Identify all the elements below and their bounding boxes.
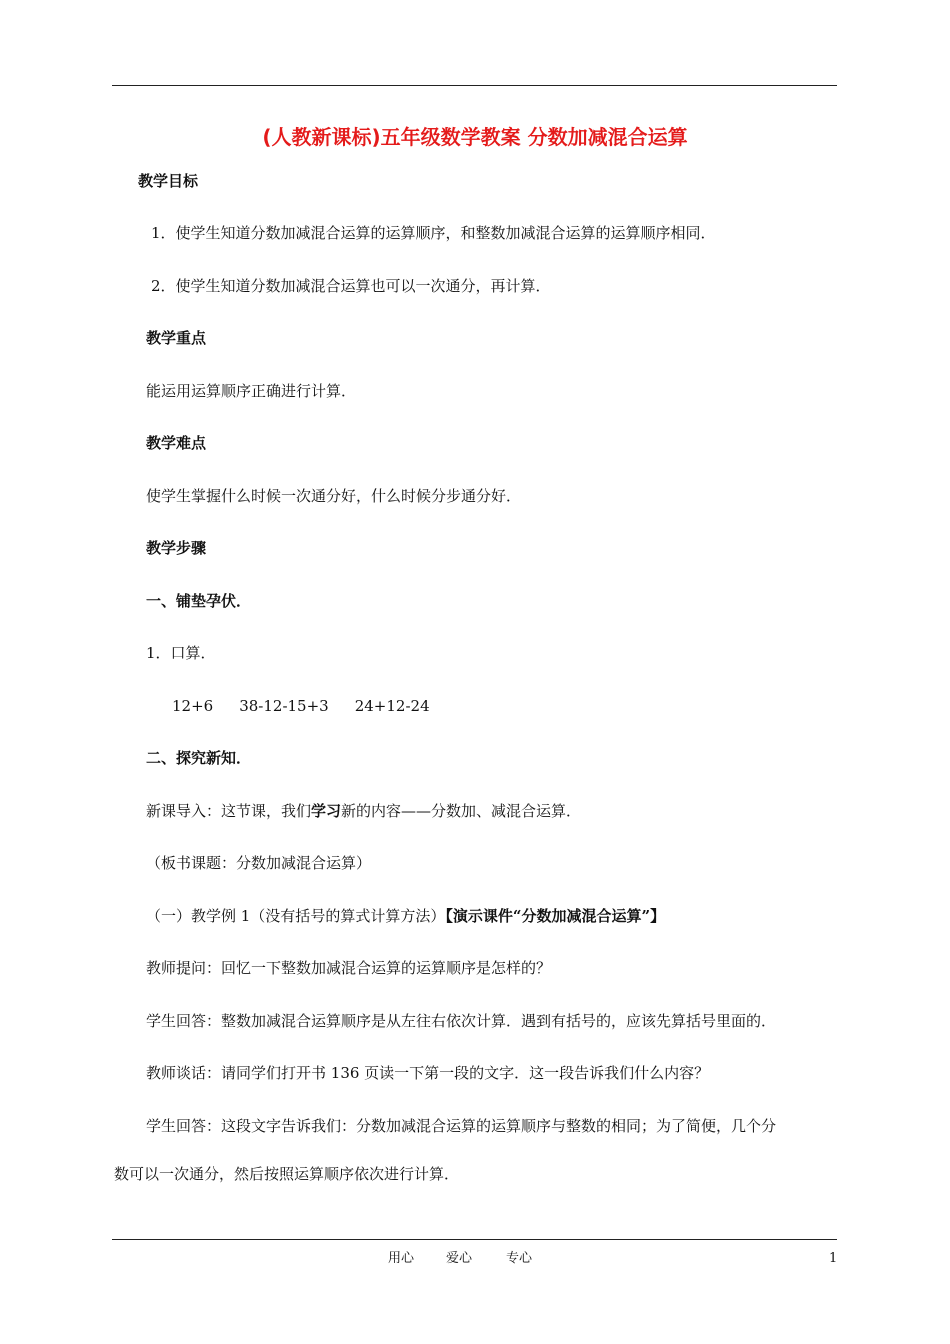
document-title: (人教新课标)五年级数学教案 分数加减混合运算 bbox=[262, 125, 688, 149]
intro-paragraph bbox=[146, 801, 581, 821]
oral-calc-item: 38-12-15+3 bbox=[239, 697, 329, 715]
footer-rule bbox=[112, 1239, 837, 1240]
intro-emphasis: 学习 bbox=[311, 802, 342, 820]
header-rule bbox=[112, 85, 837, 86]
footer-motto-1: 用心 bbox=[388, 1251, 415, 1266]
intro-prefix: 新课导入：这节课，我们 bbox=[146, 802, 312, 820]
oral-calc-item: 24+12-24 bbox=[354, 697, 430, 715]
teacher-question-1: 教师提问：回忆一下整数加减混合运算的运算顺序是怎样的？ bbox=[146, 959, 552, 977]
objective-1: 1．使学生知道分数加减混合运算的运算顺序，和整数加减混合运算的运算顺序相同． bbox=[151, 224, 716, 242]
key-point-heading: 教学重点 bbox=[146, 329, 207, 347]
board-title: （板书课题：分数加减混合运算） bbox=[146, 854, 372, 872]
student-answer-2-line-2: 数可以一次通分，然后按照运算顺序依次进行计算． bbox=[114, 1165, 460, 1183]
section-2-heading: 二、探究新知． bbox=[146, 749, 252, 767]
footer-motto-2: 爱心 bbox=[446, 1251, 473, 1266]
example-prefix: （一）教学例 1（没有括号的算式计算方法） bbox=[146, 907, 446, 925]
objectives-heading: 教学目标 bbox=[138, 172, 199, 190]
example-emphasis: 【演示课件“分数加减混合运算”】 bbox=[445, 907, 666, 925]
example-line bbox=[146, 906, 665, 926]
student-answer-2-line-1: 学生回答：这段文字告诉我们：分数加减混合运算的运算顺序与整数的相同；为了简便，几个分 bbox=[146, 1117, 777, 1135]
oral-calc-item: 12+6 bbox=[172, 697, 214, 715]
footer-motto-3: 专心 bbox=[506, 1251, 533, 1266]
steps-heading: 教学步骤 bbox=[146, 539, 207, 557]
teacher-question-2: 教师谈话：请同学们打开书 136 页读一下第一段的文字．这一段告诉我们什么内容？ bbox=[146, 1064, 710, 1082]
intro-suffix: 新的内容——分数加、减混合运算． bbox=[341, 802, 582, 820]
key-point-text: 能运用运算顺序正确进行计算． bbox=[146, 382, 357, 400]
difficulty-text: 使学生掌握什么时候一次通分好，什么时候分步通分好． bbox=[146, 487, 522, 505]
section-1-heading: 一、铺垫孕伏． bbox=[146, 592, 252, 610]
page-number: 1 bbox=[829, 1251, 838, 1266]
objective-2: 2．使学生知道分数加减混合运算也可以一次通分，再计算． bbox=[151, 277, 551, 295]
oral-calc-list bbox=[172, 696, 430, 716]
student-answer-1: 学生回答：整数加减混合运算顺序是从左往右依次计算．遇到有括号的，应该先算括号里面的． bbox=[146, 1012, 777, 1030]
difficulty-heading: 教学难点 bbox=[146, 434, 207, 452]
oral-calc-label: 1．口算． bbox=[146, 644, 216, 662]
